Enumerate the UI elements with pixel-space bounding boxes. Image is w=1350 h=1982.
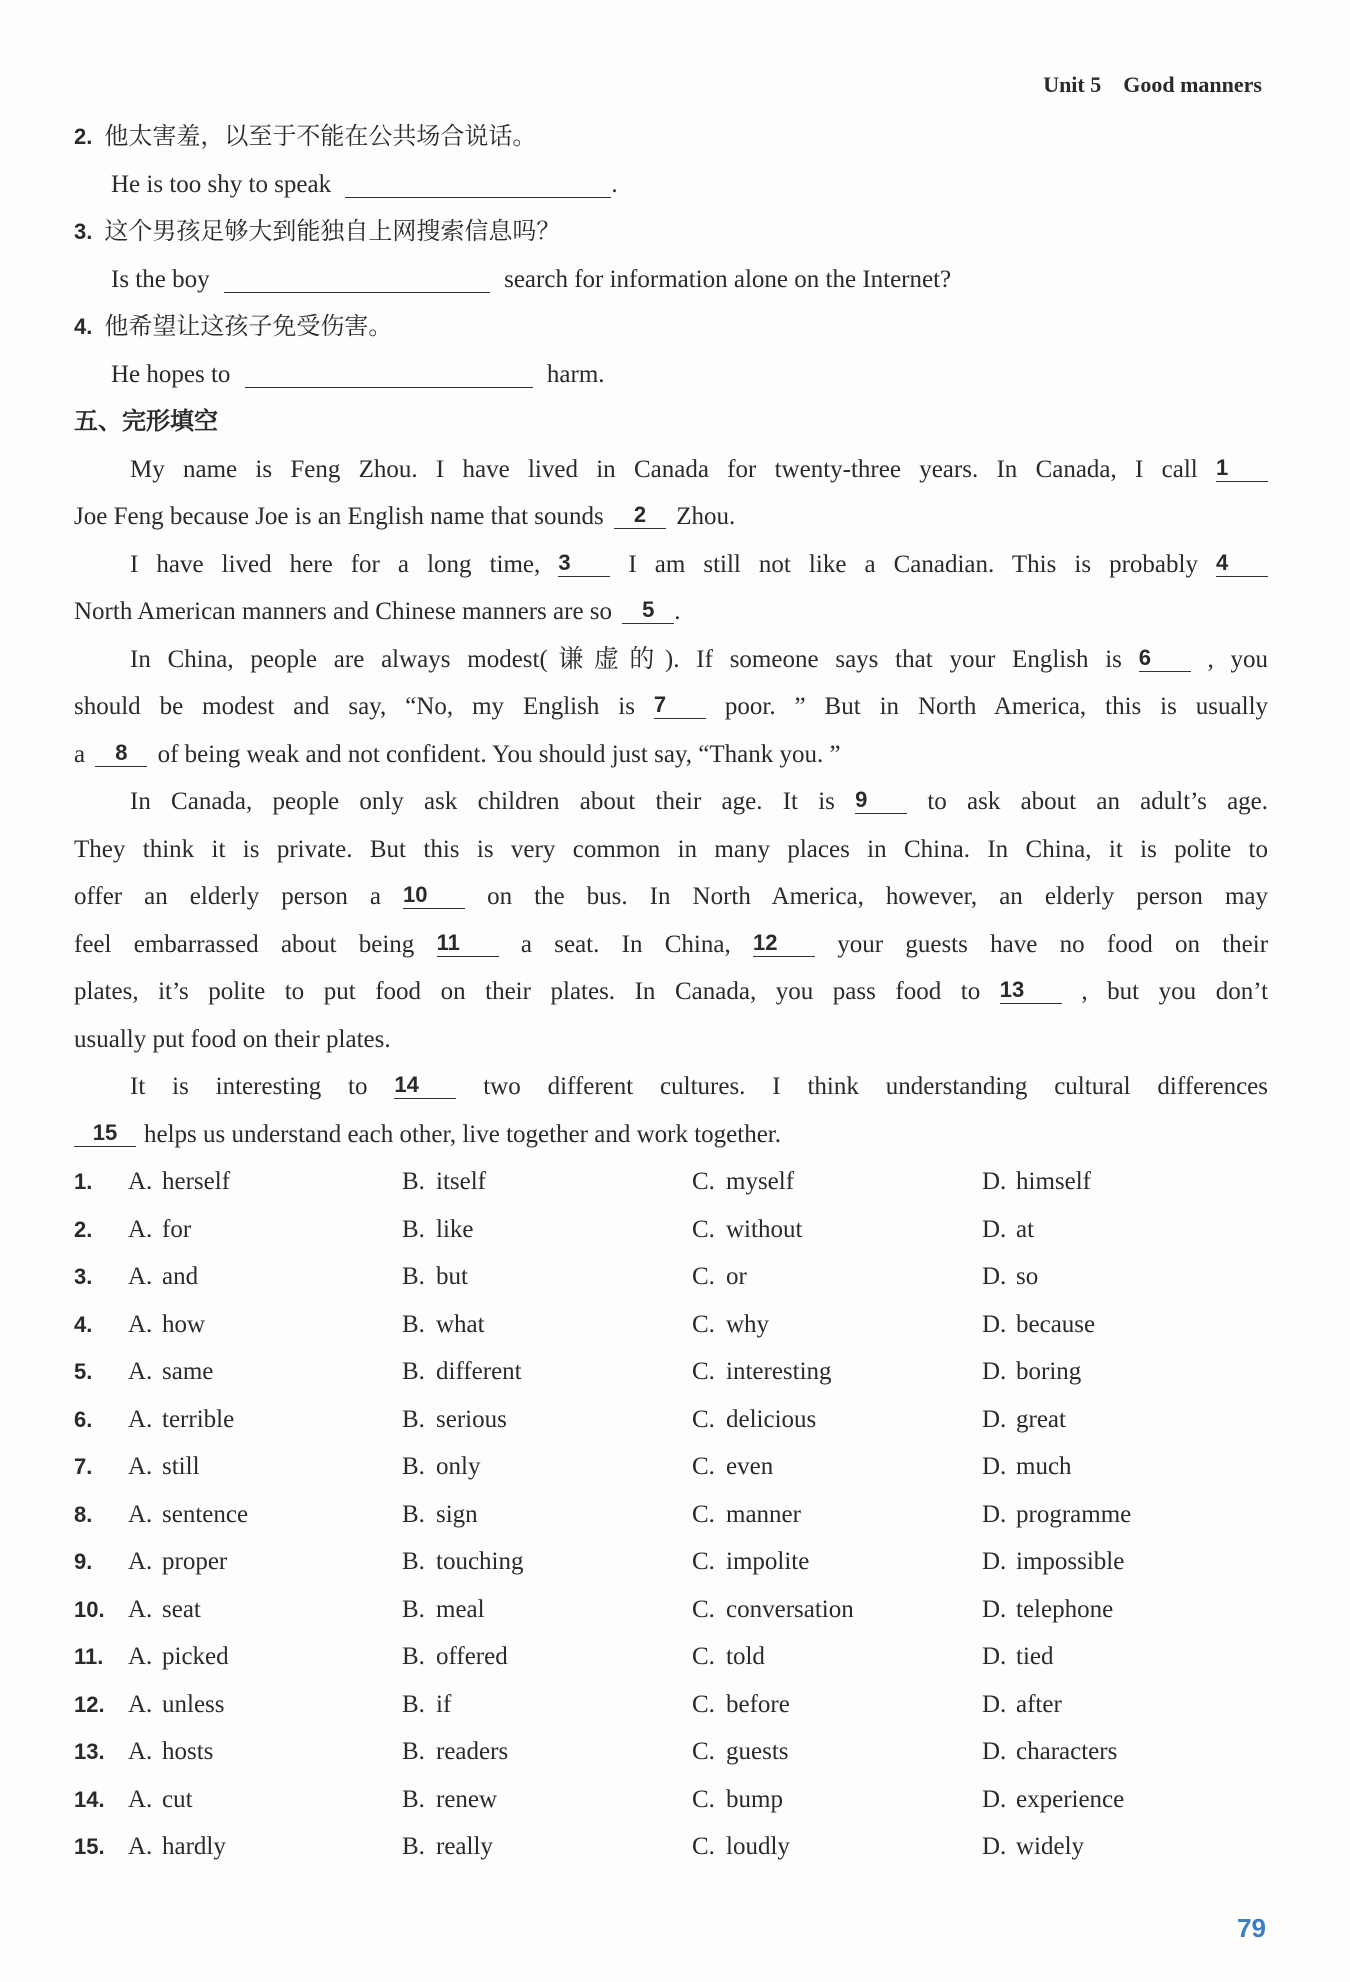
option-text: guests (726, 1738, 789, 1765)
gap-1[interactable]: 1 (1216, 455, 1268, 482)
passage-text: your guests have no food on their (837, 930, 1269, 958)
option-d[interactable] (982, 1491, 1131, 1539)
option-letter: B. (402, 1643, 425, 1670)
option-text: experience (1016, 1785, 1125, 1813)
option-d[interactable] (982, 1396, 1066, 1444)
gap-6[interactable]: 6 (1139, 645, 1191, 672)
passage-line (74, 1063, 1268, 1111)
option-letter: A. (128, 1690, 153, 1718)
option-row (74, 1586, 1268, 1634)
option-text: offered (436, 1643, 508, 1670)
option-letter: C. (692, 1595, 715, 1623)
option-text: herself (162, 1168, 231, 1195)
option-text: conversation (726, 1595, 854, 1623)
option-text: seat (162, 1595, 201, 1623)
option-text: hosts (162, 1738, 214, 1765)
option-b[interactable] (402, 1586, 692, 1634)
option-letter: B. (402, 1358, 425, 1385)
gap-2[interactable]: 2 (614, 502, 666, 529)
passage-text: two different cultures. I think understanding cultural differences (483, 1073, 1269, 1100)
option-letter: B. (402, 1263, 425, 1290)
option-a[interactable] (128, 1158, 402, 1206)
option-row (74, 1633, 1268, 1681)
option-row (74, 1776, 1268, 1824)
option-b[interactable] (402, 1158, 692, 1206)
page-header (1043, 72, 1262, 98)
option-text: without (726, 1215, 803, 1243)
option-letter: D. (982, 1548, 1007, 1575)
option-text: unless (162, 1690, 225, 1718)
passage-line (74, 683, 1268, 731)
option-letter: B. (402, 1738, 425, 1765)
option-number: 9. (74, 1549, 93, 1574)
option-d[interactable] (982, 1443, 1072, 1491)
option-text: and (162, 1263, 199, 1290)
passage-line (74, 873, 1268, 921)
english-suffix: harm. (546, 360, 605, 388)
answer-blank[interactable] (245, 357, 533, 388)
option-b[interactable] (402, 1301, 692, 1349)
option-letter: D. (982, 1263, 1007, 1290)
option-text: but (436, 1263, 468, 1290)
option-letter: C. (692, 1738, 715, 1765)
option-row (74, 1206, 1268, 1254)
option-letter: C. (692, 1215, 715, 1243)
option-b[interactable] (402, 1776, 692, 1824)
gap-13[interactable]: 13 (1000, 977, 1062, 1004)
option-text: why (726, 1310, 770, 1338)
option-text: manner (726, 1500, 801, 1528)
passage-text: should be modest and say, “No, my English is (74, 693, 635, 720)
option-a[interactable] (128, 1823, 402, 1871)
option-letter: A. (128, 1643, 153, 1670)
option-text: after (1016, 1690, 1062, 1718)
option-b[interactable] (402, 1728, 692, 1776)
option-letter: A. (128, 1168, 153, 1195)
option-row (74, 1396, 1268, 1444)
option-row (74, 1681, 1268, 1729)
option-letter: D. (982, 1405, 1007, 1433)
option-letter: C. (692, 1168, 715, 1195)
option-letter: A. (128, 1548, 153, 1575)
answer-blank[interactable] (224, 262, 490, 293)
option-text: sentence (162, 1500, 249, 1528)
gap-10[interactable]: 10 (403, 882, 465, 909)
option-d[interactable] (982, 1253, 1038, 1301)
translation-item-4 (74, 303, 1268, 351)
option-letter: B. (402, 1595, 425, 1623)
option-text: meal (436, 1595, 485, 1623)
option-letter: A. (128, 1500, 153, 1528)
option-c[interactable] (692, 1538, 982, 1586)
option-a[interactable] (128, 1776, 402, 1824)
gap-11[interactable]: 11 (437, 930, 499, 957)
option-c[interactable] (692, 1728, 982, 1776)
option-text: really (436, 1833, 493, 1860)
option-letter: C. (692, 1405, 715, 1433)
option-b[interactable] (402, 1681, 692, 1729)
option-d[interactable] (982, 1681, 1062, 1729)
item-number: 2. (74, 124, 93, 149)
option-letter: A. (128, 1263, 153, 1290)
option-text: telephone (1016, 1595, 1114, 1623)
option-b[interactable] (402, 1443, 692, 1491)
gap-3[interactable]: 3 (558, 550, 610, 577)
option-letter: C. (692, 1785, 715, 1813)
option-number: 13. (74, 1739, 105, 1764)
option-c[interactable] (692, 1253, 982, 1301)
option-d[interactable] (982, 1728, 1117, 1776)
passage-text: usually put food on their plates. (74, 1025, 391, 1053)
option-letter: C. (692, 1310, 715, 1338)
option-text: himself (1016, 1168, 1091, 1195)
option-row (74, 1443, 1268, 1491)
option-c[interactable] (692, 1301, 982, 1349)
passage-text: poor. ” But in North America, this is usually (724, 693, 1269, 720)
option-row (74, 1538, 1268, 1586)
option-letter: A. (128, 1405, 153, 1433)
chinese-sentence: 这个男孩足够大到能独自上网搜索信息吗？ (104, 217, 561, 245)
option-text: even (726, 1453, 774, 1480)
option-letter: D. (982, 1833, 1007, 1860)
passage-line (74, 778, 1268, 826)
passage-line (74, 588, 1268, 636)
gap-15[interactable]: 15 (74, 1120, 136, 1147)
passage-text: a seat. In China, (520, 930, 731, 958)
passage-text: Zhou. (676, 503, 736, 530)
passage-line (74, 921, 1268, 969)
option-row (74, 1728, 1268, 1776)
option-a[interactable] (128, 1681, 402, 1729)
option-text: still (162, 1453, 200, 1480)
english-suffix: search for information alone on the Internet? (504, 265, 952, 293)
option-c[interactable] (692, 1396, 982, 1444)
english-prompt: He hopes to (111, 360, 231, 388)
option-letter: A. (128, 1738, 153, 1765)
option-d[interactable] (982, 1586, 1113, 1634)
option-number: 1. (74, 1169, 93, 1194)
passage-line (74, 731, 1268, 779)
option-number: 4. (74, 1311, 93, 1337)
option-number: 14. (74, 1786, 105, 1812)
option-b[interactable] (402, 1396, 692, 1444)
option-text: at (1016, 1215, 1035, 1243)
option-d[interactable] (982, 1633, 1054, 1681)
option-letter: C. (692, 1358, 715, 1385)
option-letter: D. (982, 1358, 1007, 1385)
option-letter: D. (982, 1738, 1007, 1765)
option-text: because (1016, 1310, 1096, 1338)
option-number: 6. (74, 1406, 93, 1432)
passage-text: helps us understand each other, live together and work together. (144, 1120, 781, 1148)
option-text: renew (436, 1785, 498, 1813)
option-text: widely (1016, 1833, 1085, 1860)
option-letter: D. (982, 1500, 1007, 1528)
option-letter: A. (128, 1310, 153, 1338)
option-letter: C. (692, 1263, 715, 1290)
option-text: much (1016, 1453, 1072, 1480)
option-text: told (726, 1643, 765, 1670)
option-a[interactable] (128, 1633, 402, 1681)
option-text: sign (436, 1500, 478, 1528)
option-text: before (726, 1690, 790, 1718)
option-b[interactable] (402, 1348, 692, 1396)
option-text: for (162, 1215, 192, 1243)
option-letter: B. (402, 1548, 425, 1575)
answer-blank[interactable] (345, 167, 611, 198)
option-b[interactable] (402, 1206, 692, 1254)
option-letter: B. (402, 1405, 425, 1433)
option-letter: A. (128, 1358, 153, 1385)
passage-line (74, 446, 1268, 494)
option-text: programme (1016, 1500, 1132, 1528)
option-text: interesting (726, 1358, 832, 1385)
option-a[interactable] (128, 1253, 402, 1301)
option-letter: A. (128, 1785, 153, 1813)
section-title-text: 五、完形填空 (74, 407, 218, 435)
option-text: bump (726, 1785, 783, 1813)
option-b[interactable] (402, 1491, 692, 1539)
option-a[interactable] (128, 1586, 402, 1634)
option-c[interactable] (692, 1491, 982, 1539)
option-number: 5. (74, 1359, 93, 1384)
option-number: 2. (74, 1216, 93, 1242)
option-text: like (436, 1215, 474, 1243)
gap-12[interactable]: 12 (753, 930, 815, 957)
option-d[interactable] (982, 1206, 1034, 1254)
option-b[interactable] (402, 1633, 692, 1681)
option-letter: A. (128, 1215, 153, 1243)
option-letter: A. (128, 1833, 153, 1860)
gap-5[interactable]: 5 (622, 597, 674, 624)
passage-line (74, 826, 1268, 874)
passage-text: They think it is private. But this is very common in many places in China. In China, it is polite to (74, 835, 1268, 863)
option-d[interactable] (982, 1538, 1124, 1586)
option-b[interactable] (402, 1253, 692, 1301)
passage-text: My name is Feng Zhou. I have lived in Canada for twenty-three years. In Canada, I call (130, 455, 1198, 483)
passage-line (74, 968, 1268, 1016)
option-text: proper (162, 1548, 228, 1575)
passage-text: , you (1207, 645, 1268, 673)
english-suffix: . (611, 170, 618, 198)
option-c[interactable] (692, 1443, 982, 1491)
content (74, 113, 1268, 1871)
unit-label: Unit 5 (1043, 72, 1102, 97)
option-number: 15. (74, 1834, 105, 1859)
option-a[interactable] (128, 1538, 402, 1586)
passage-text: of being weak and not confident. You should just say, “Thank you. ” (157, 740, 841, 768)
gap-7[interactable]: 7 (654, 692, 706, 719)
translation-answer-2 (74, 161, 1268, 209)
translation-item-3 (74, 208, 1268, 256)
option-number: 10. (74, 1596, 105, 1622)
unit-title: Good manners (1123, 72, 1262, 97)
option-b[interactable] (402, 1538, 692, 1586)
option-letter: B. (402, 1833, 425, 1860)
option-d[interactable] (982, 1301, 1095, 1349)
option-text: picked (162, 1643, 229, 1670)
option-a[interactable] (128, 1443, 402, 1491)
option-letter: A. (128, 1453, 153, 1480)
option-text: serious (436, 1405, 507, 1433)
passage-text: It is interesting to (130, 1073, 368, 1100)
option-letter: D. (982, 1168, 1007, 1195)
option-a[interactable] (128, 1206, 402, 1254)
passage-text: I am still not like a Canadian. This is probably (628, 550, 1198, 578)
option-a[interactable] (128, 1728, 402, 1776)
passage-line (74, 541, 1268, 589)
option-letter: C. (692, 1643, 715, 1670)
passage-text: plates, it’s polite to put food on their plates. In Canada, you pass food to (74, 978, 981, 1005)
option-letter: B. (402, 1168, 425, 1195)
option-row (74, 1348, 1268, 1396)
passage-text: In Canada, people only ask children about their age. It is (130, 788, 835, 815)
gap-14[interactable]: 14 (394, 1072, 456, 1099)
chinese-sentence: 他希望让这孩子免受伤害。 (104, 312, 393, 340)
passage-text: Joe Feng because Joe is an English name that sounds (74, 503, 604, 530)
option-text: what (436, 1310, 485, 1338)
option-c[interactable] (692, 1158, 982, 1206)
gap-4[interactable]: 4 (1216, 550, 1268, 577)
option-text: only (436, 1453, 481, 1480)
option-text: touching (436, 1548, 524, 1575)
passage-text: . (674, 598, 681, 625)
passage-text: to ask about an adult’s age. (927, 788, 1269, 815)
option-letter: D. (982, 1310, 1007, 1338)
option-row (74, 1491, 1268, 1539)
option-text: myself (726, 1168, 795, 1195)
option-text: readers (436, 1738, 509, 1765)
option-text: itself (436, 1168, 486, 1195)
option-c[interactable] (692, 1586, 982, 1634)
option-letter: D. (982, 1595, 1007, 1623)
option-letter: C. (692, 1548, 715, 1575)
gap-8[interactable]: 8 (95, 740, 147, 767)
option-row (74, 1158, 1268, 1206)
item-number: 4. (74, 314, 93, 339)
passage-text: I have lived here for a long time, (130, 550, 541, 578)
option-text: how (162, 1310, 206, 1338)
option-text: cut (162, 1785, 193, 1813)
option-row (74, 1301, 1268, 1349)
option-text: hardly (162, 1833, 226, 1860)
option-number: 8. (74, 1501, 93, 1527)
option-b[interactable] (402, 1823, 692, 1871)
chinese-sentence: 他太害羞，以至于不能在公共场合说话。 (104, 122, 537, 150)
option-text: great (1016, 1405, 1066, 1433)
option-text: delicious (726, 1405, 817, 1433)
option-letter: B. (402, 1500, 425, 1528)
option-number: 3. (74, 1264, 93, 1289)
option-letter: B. (402, 1690, 425, 1718)
option-text: so (1016, 1263, 1039, 1290)
page-number: 79 (1237, 1913, 1266, 1943)
section-title (74, 398, 1268, 446)
option-text: impossible (1016, 1548, 1125, 1575)
option-letter: B. (402, 1785, 425, 1813)
option-a[interactable] (128, 1301, 402, 1349)
passage-line (74, 1111, 1268, 1159)
options-list (74, 1158, 1268, 1871)
option-text: if (436, 1690, 452, 1718)
option-c[interactable] (692, 1206, 982, 1254)
option-text: terrible (162, 1405, 235, 1433)
option-letter: C. (692, 1690, 715, 1718)
option-letter: D. (982, 1453, 1007, 1480)
option-number: 7. (74, 1454, 93, 1479)
option-letter: C. (692, 1453, 715, 1480)
translation-item-2 (74, 113, 1268, 161)
gap-9[interactable]: 9 (855, 787, 907, 814)
passage-line (74, 1016, 1268, 1064)
option-number: 12. (74, 1691, 105, 1717)
option-row (74, 1823, 1268, 1871)
option-text: characters (1016, 1738, 1118, 1765)
passage-text: , but you don’t (1081, 978, 1269, 1005)
option-c[interactable] (692, 1348, 982, 1396)
passage-text: on the bus. In North America, however, an elderly person may (487, 883, 1268, 910)
option-d[interactable] (982, 1823, 1084, 1871)
option-letter: D. (982, 1215, 1007, 1243)
item-number: 3. (74, 219, 93, 244)
option-letter: D. (982, 1785, 1007, 1813)
option-c[interactable] (692, 1823, 982, 1871)
option-c[interactable] (692, 1776, 982, 1824)
option-d[interactable] (982, 1776, 1124, 1824)
option-a[interactable] (128, 1348, 402, 1396)
translation-answer-3 (74, 256, 1268, 304)
option-letter: B. (402, 1453, 425, 1480)
option-a[interactable] (128, 1396, 402, 1444)
option-text: same (162, 1358, 214, 1385)
english-prompt: Is the boy (111, 265, 210, 293)
passage-text: feel embarrassed about being (74, 930, 415, 958)
option-letter: D. (982, 1643, 1007, 1670)
option-number: 11. (74, 1644, 104, 1669)
option-d[interactable] (982, 1158, 1091, 1206)
option-letter: B. (402, 1215, 425, 1243)
option-text: or (726, 1263, 747, 1290)
passage-line (74, 493, 1268, 541)
option-letter: A. (128, 1595, 153, 1623)
option-letter: D. (982, 1690, 1007, 1718)
option-text: impolite (726, 1548, 810, 1575)
option-text: tied (1016, 1643, 1054, 1670)
option-letter: C. (692, 1833, 715, 1860)
passage-text: North American manners and Chinese manners are so (74, 598, 613, 625)
translation-answer-4 (74, 351, 1268, 399)
passage-text: a (74, 740, 86, 768)
english-prompt: He is too shy to speak (111, 170, 332, 198)
option-text: boring (1016, 1358, 1082, 1385)
passage-text: offer an elderly person a (74, 883, 381, 910)
option-c[interactable] (692, 1633, 982, 1681)
option-text: different (436, 1358, 522, 1385)
option-letter: C. (692, 1500, 715, 1528)
passage-line (74, 636, 1268, 684)
option-c[interactable] (692, 1681, 982, 1729)
passage-text: In China, people are always modest(谦虚的). If someone says that your English is (130, 645, 1122, 673)
option-d[interactable] (982, 1348, 1081, 1396)
option-text: loudly (726, 1833, 790, 1860)
option-letter: B. (402, 1310, 425, 1338)
option-row (74, 1253, 1268, 1301)
option-a[interactable] (128, 1491, 402, 1539)
